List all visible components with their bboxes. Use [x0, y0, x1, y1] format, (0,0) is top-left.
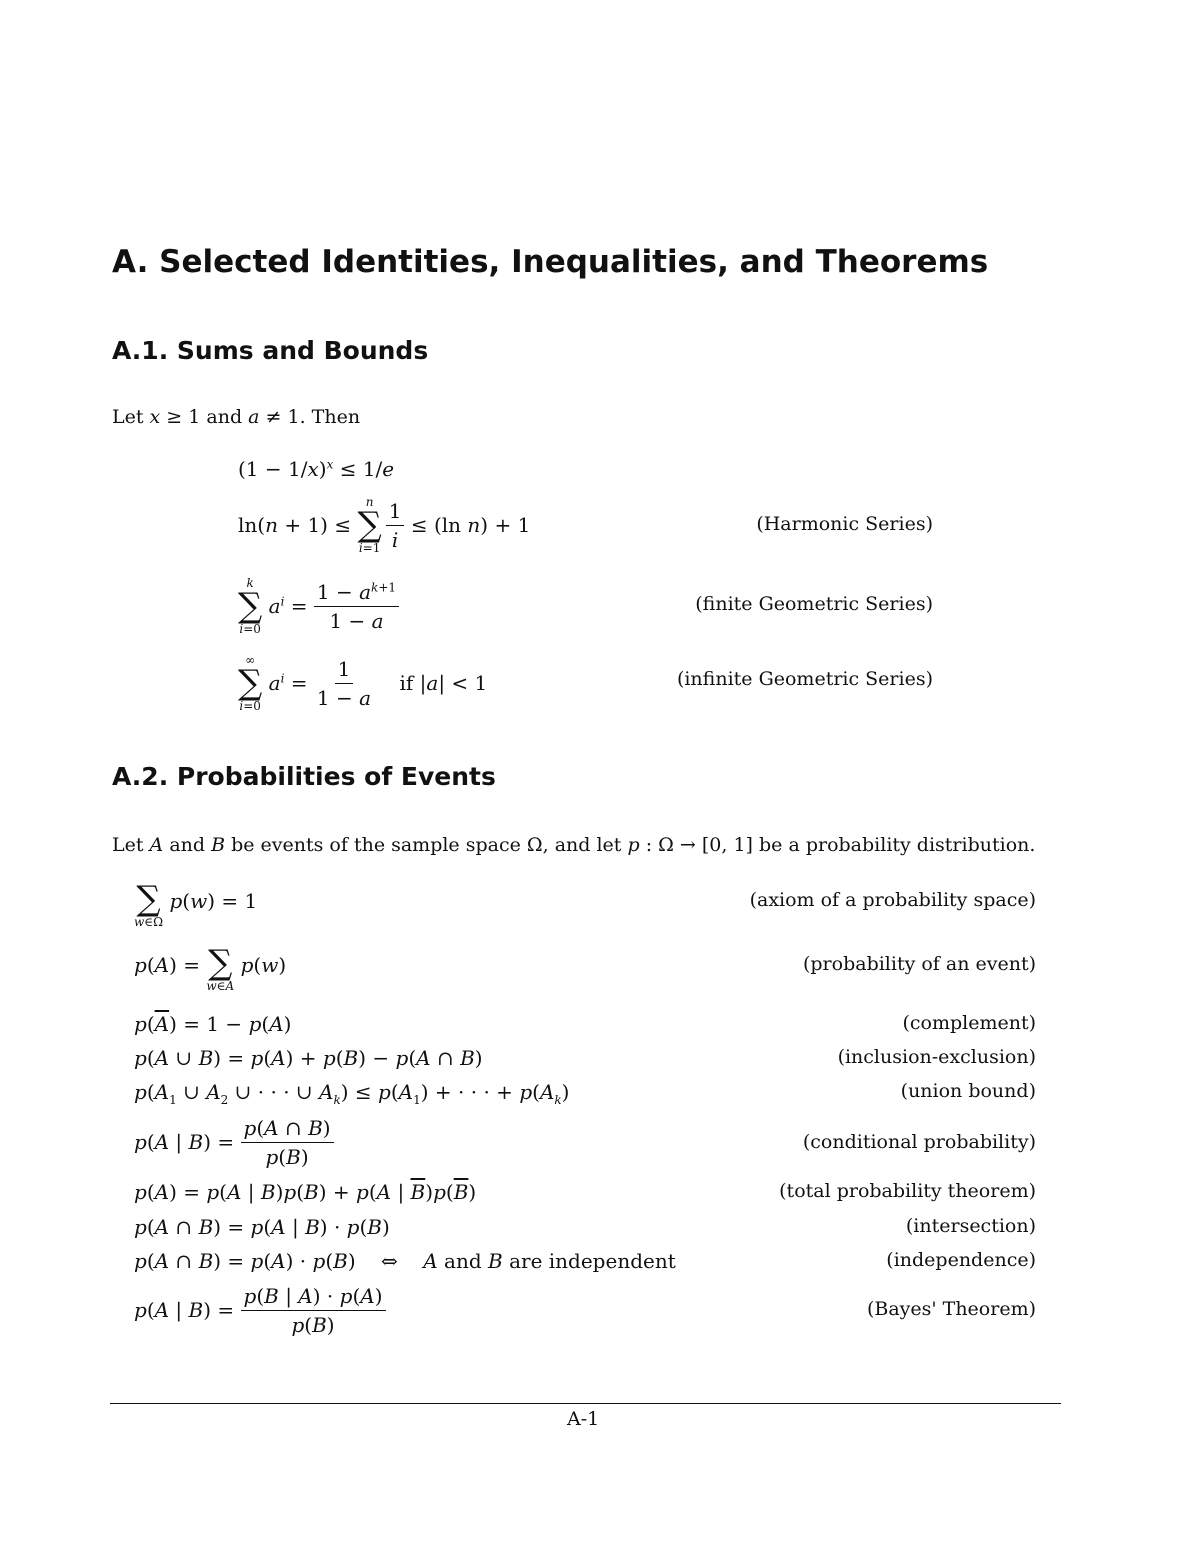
label-finite-geometric: (finite Geometric Series): [695, 593, 933, 615]
sum-symbol: ∑ w∈A: [206, 943, 235, 993]
sum-symbol: ∑ w∈Ω: [134, 879, 164, 929]
footer-rule: [110, 1403, 1061, 1404]
label-inclusion-exclusion: (inclusion-exclusion): [837, 1046, 1036, 1068]
eq-total-probability: p(A) = p(A | B)p(B) + p(A | $\overline{B})p(\overline{B})$: [134, 1180, 477, 1204]
sum-symbol: n ∑ i=1: [357, 495, 382, 555]
label-total-probability: (total probability theorem): [779, 1180, 1036, 1202]
eq-independence: p(A ∩ B) = p(A) · p(B) ⇔ A and B are independent: [134, 1249, 676, 1273]
label-conditional: (conditional probability): [802, 1131, 1036, 1153]
label-bayes: (Bayes' Theorem): [866, 1298, 1036, 1320]
label-axiom: (axiom of a probability space): [749, 889, 1036, 911]
label-harmonic: (Harmonic Series): [756, 513, 933, 535]
eq-union-bound: $p(A_1$ ∪ $A_2$ ∪ · · · ∪ $A_k) \le p(A_1)$ + · · · + $p(A_k)$: [134, 1080, 570, 1107]
page-title: A. Selected Identities, Inequalities, and Theorems: [112, 244, 989, 280]
eq-intersection: p(A ∩ B) = p(A | B) · p(B): [134, 1215, 390, 1239]
label-intersection: (intersection): [905, 1215, 1036, 1237]
prob-intro: Let A and B be events of the sample space Ω, and let p : Ω → [0, 1] be a probability distribution.: [112, 834, 1036, 856]
eq-bayes: p(A | B) = $\frac{p(B | A) \cdot p(A)}{p(B)}$: [134, 1280, 386, 1340]
page-number: A-1: [567, 1408, 600, 1430]
label-infinite-geometric: (infinite Geometric Series): [676, 668, 933, 690]
eq-exp-bound: $(1 - 1/x)^x \le 1/e$: [238, 457, 395, 481]
eq-harmonic: ln(n + 1) ≤ n ∑ i=1 $\frac{1}{i}$ ≤ (ln n) + 1: [238, 495, 531, 555]
eq-event-probability: p(A) = ∑ w∈A p(w): [134, 943, 287, 993]
eq-conditional: p(A | B) = $\frac{p(A \cap B)}{p(B)}$: [134, 1112, 334, 1172]
eq-finite-geometric: k ∑ i=0 $a^i$ = $\frac{1 - a^{k+1}}{1 - a}$: [238, 569, 399, 643]
eq-inclusion-exclusion: p(A ∪ B) = p(A) + p(B) − p(A ∩ B): [134, 1046, 483, 1070]
label-independence: (independence): [886, 1249, 1036, 1271]
label-union-bound: (union bound): [900, 1080, 1036, 1102]
sums-intro: Let x ≥ 1 and a ≠ 1. Then: [112, 406, 361, 428]
section-heading-sums: A.1. Sums and Bounds: [112, 336, 429, 365]
eq-infinite-geometric: ∞ ∑ i=0 $a^i$ = $\frac{1}{1 - a}$ if |a| < 1: [238, 653, 488, 713]
eq-complement: $p(\overline{A}) = 1 - p(A)$: [134, 1012, 292, 1036]
section-heading-probabilities: A.2. Probabilities of Events: [112, 762, 496, 791]
eq-axiom: ∑ w∈Ω p(w) = 1: [134, 879, 258, 929]
label-complement: (complement): [902, 1012, 1036, 1034]
sum-symbol: k ∑ i=0: [238, 576, 263, 636]
sum-symbol: ∞ ∑ i=0: [238, 653, 263, 713]
label-event-probability: (probability of an event): [802, 953, 1036, 975]
